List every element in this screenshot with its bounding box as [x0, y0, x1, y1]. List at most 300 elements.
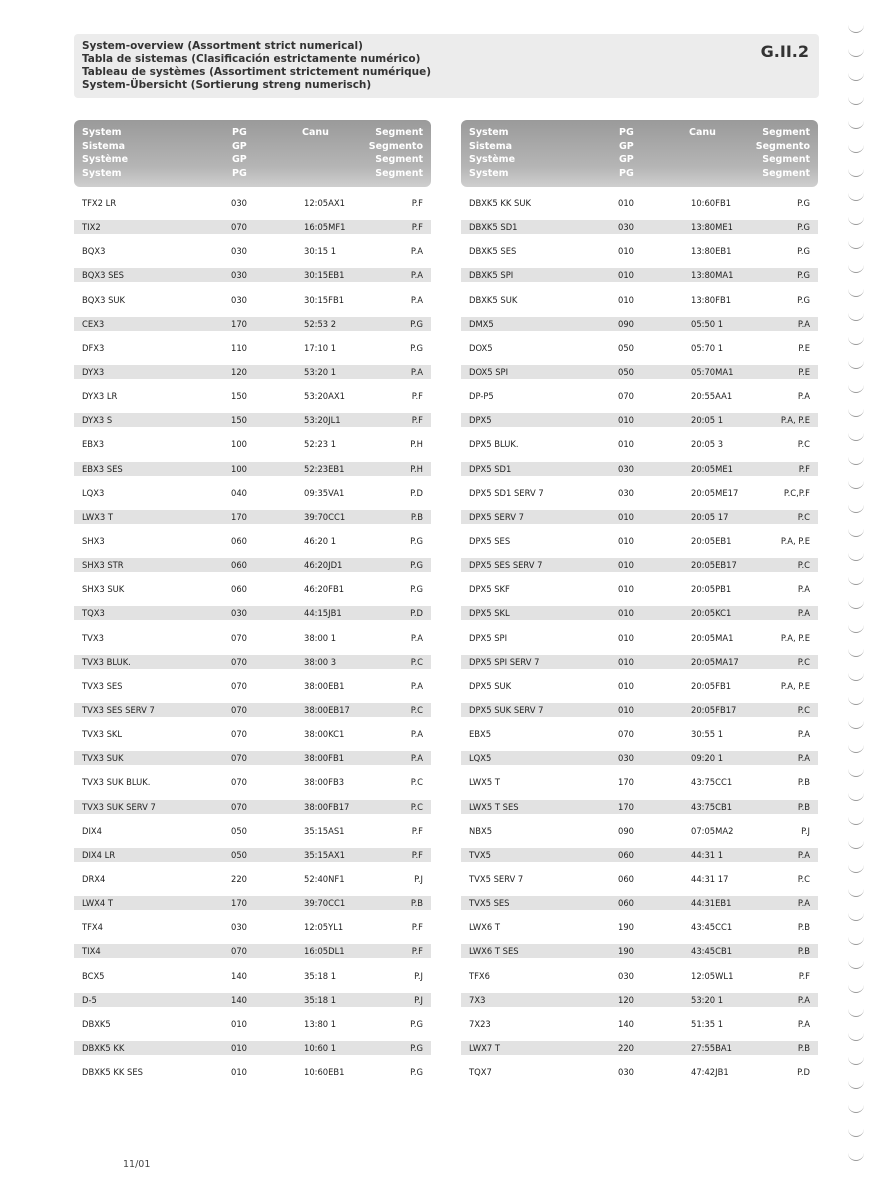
cell-pg: 010 [618, 270, 634, 281]
cell-system: D-5 [82, 994, 97, 1005]
cell-pg: 030 [231, 294, 247, 305]
cell-pg: 060 [618, 849, 634, 860]
cell-system: BQX3 SUK [82, 294, 126, 305]
cell-pg: 060 [618, 873, 634, 884]
cell-canu: 51:35 1 [691, 1018, 724, 1029]
cell-system: DPX5 [469, 415, 492, 426]
cell-segment: P.A [410, 246, 423, 257]
table-row [461, 1059, 818, 1083]
binder-ring [848, 672, 864, 681]
cell-canu: 38:00EB17 [304, 704, 350, 715]
cell-canu: 43:45CC1 [691, 922, 733, 933]
cell-canu: 44:15JB1 [304, 608, 342, 619]
binder-ring [848, 624, 864, 633]
binder-ring [848, 936, 864, 945]
header-segment: Segment Segmento Segment Segment [368, 127, 423, 179]
cell-segment: P.B [797, 777, 810, 788]
cell-segment: P.F [411, 391, 423, 402]
table-row [461, 407, 818, 431]
cell-pg: 150 [231, 391, 247, 402]
table-row [74, 697, 431, 721]
cell-segment: P.H [410, 463, 423, 474]
cell-system: DPX5 BLUK. [469, 439, 519, 450]
cell-canu: 53:20 1 [691, 994, 724, 1005]
table-row [74, 214, 431, 238]
cell-system: DPX5 SKL [469, 608, 510, 619]
cell-segment: P.C,P.F [783, 487, 810, 498]
cell-pg: 140 [231, 970, 247, 981]
cell-segment: P.D [410, 608, 423, 619]
cell-pg: 070 [231, 222, 247, 233]
cell-canu: 20:05MA1 [691, 632, 734, 643]
row-shading [74, 317, 431, 331]
cell-pg: 070 [231, 801, 247, 812]
row-shading [74, 1041, 431, 1055]
header-titles [82, 40, 431, 92]
cell-canu: 13:80MA1 [691, 270, 734, 281]
table-row [461, 697, 818, 721]
cell-canu: 13:80EB1 [691, 246, 732, 257]
cell-segment: P.A, P.E [780, 680, 810, 691]
row-shading [74, 365, 431, 379]
table-row [74, 576, 431, 600]
table-row [461, 842, 818, 866]
cell-segment: P.G [797, 222, 810, 233]
table-row [74, 769, 431, 793]
cell-canu: 07:05MA2 [691, 825, 734, 836]
left-table [74, 120, 431, 1083]
cell-canu: 05:50 1 [691, 318, 724, 329]
table-row [461, 190, 818, 214]
cell-pg: 100 [231, 463, 247, 474]
row-shading [74, 413, 431, 427]
cell-pg: 010 [618, 680, 634, 691]
table-row [461, 673, 818, 697]
table-row [74, 456, 431, 480]
cell-segment: P.H [410, 439, 423, 450]
cell-system: DYX3 LR [82, 391, 118, 402]
table-row [461, 890, 818, 914]
cell-canu: 38:00 3 [304, 656, 337, 667]
table-row [461, 600, 818, 624]
cell-canu: 52:53 2 [304, 318, 337, 329]
binder-ring [848, 816, 864, 825]
cell-system: DBXK5 KK SUK [469, 198, 531, 208]
cell-system: DBXK5 KK [82, 1042, 125, 1053]
cell-system: TFX2 LR [82, 198, 117, 208]
cell-segment: P.A [797, 608, 810, 619]
cell-segment: P.C [410, 777, 423, 788]
cell-pg: 010 [231, 1042, 247, 1053]
table-row [74, 914, 431, 938]
cell-pg: 010 [618, 632, 634, 643]
cell-canu: 38:00 1 [304, 632, 337, 643]
cell-pg: 010 [231, 1067, 247, 1078]
cell-segment: P.G [410, 1042, 423, 1053]
footer-date: 11/01 [123, 1159, 151, 1170]
table-row [461, 262, 818, 286]
table-row [74, 818, 431, 842]
cell-canu: 20:05KC1 [691, 608, 732, 619]
table-row [74, 383, 431, 407]
cell-system: DMX5 [469, 318, 494, 329]
cell-canu: 44:31 17 [691, 873, 729, 884]
cell-pg: 170 [231, 511, 247, 522]
cell-canu: 20:05EB17 [691, 560, 737, 571]
cell-canu: 39:70CC1 [304, 511, 346, 522]
cell-segment: P.G [410, 1067, 423, 1078]
binder-ring [848, 312, 864, 321]
table-row [461, 938, 818, 962]
table-row [461, 1011, 818, 1035]
cell-system: DBXK5 SUK [469, 294, 518, 305]
cell-pg: 050 [231, 825, 247, 836]
table-row [461, 769, 818, 793]
cell-system: LWX5 T SES [469, 801, 519, 812]
binder-ring [848, 600, 864, 609]
cell-pg: 010 [618, 704, 634, 715]
cell-pg: 090 [618, 825, 634, 836]
binder-ring [848, 840, 864, 849]
row-shading [74, 606, 431, 620]
cell-pg: 170 [618, 777, 634, 788]
binder-ring [848, 24, 864, 33]
table-row [74, 866, 431, 890]
cell-pg: 010 [618, 584, 634, 595]
cell-canu: 38:00FB3 [304, 777, 345, 788]
cell-system: DPX5 SKF [469, 584, 510, 595]
table-header [74, 120, 431, 187]
cell-canu: 35:15AX1 [304, 849, 345, 860]
cell-pg: 220 [618, 1042, 634, 1053]
cell-canu: 12:05WL1 [691, 970, 734, 981]
cell-canu: 44:31 1 [691, 849, 724, 860]
cell-canu: 13:80ME1 [691, 222, 733, 233]
header-pg: PG GP GP PG [619, 127, 634, 179]
cell-pg: 070 [231, 704, 247, 715]
cell-pg: 060 [231, 560, 247, 571]
cell-system: TVX3 SUK [82, 753, 124, 764]
cell-segment: P.A [410, 729, 423, 740]
cell-pg: 070 [618, 391, 634, 402]
cell-pg: 010 [618, 656, 634, 667]
cell-system: LQX3 [82, 487, 105, 498]
cell-system: CEX3 [82, 318, 105, 329]
cell-canu: 20:55AA1 [691, 391, 733, 402]
cell-canu: 09:20 1 [691, 753, 724, 764]
table-row [74, 649, 431, 673]
binder-ring [848, 1008, 864, 1017]
binder-ring [848, 168, 864, 177]
cell-system: NBX5 [469, 825, 493, 836]
cell-canu: 17:10 1 [304, 342, 337, 353]
row-shading [461, 606, 818, 620]
cell-system: DP-P5 [469, 391, 494, 402]
cell-segment: P.J [414, 873, 423, 884]
binder-ring [848, 120, 864, 129]
table-row [74, 890, 431, 914]
table-row [461, 431, 818, 455]
cell-canu: 16:05DL1 [304, 946, 345, 957]
binder-ring [848, 984, 864, 993]
table-row [74, 1035, 431, 1059]
cell-canu: 38:00EB1 [304, 680, 345, 691]
table-row [461, 528, 818, 552]
cell-segment: P.G [410, 1018, 423, 1029]
cell-system: LWX3 T [82, 511, 114, 522]
cell-segment: P.F [411, 198, 423, 208]
cell-segment: P.G [797, 198, 810, 208]
cell-system: 7X23 [469, 1018, 491, 1029]
binder-ring [848, 288, 864, 297]
cell-system: TFX6 [469, 970, 490, 981]
cell-segment: P.C [797, 704, 810, 715]
cell-segment: P.B [797, 801, 810, 812]
cell-system: TVX5 [469, 849, 491, 860]
cell-segment: P.A, P.E [780, 632, 810, 643]
cell-system: LQX5 [469, 753, 492, 764]
cell-canu: 30:55 1 [691, 729, 724, 740]
binder-ring [848, 792, 864, 801]
binder-ring [848, 696, 864, 705]
cell-pg: 050 [231, 849, 247, 860]
binder-ring [848, 648, 864, 657]
cell-segment: P.J [414, 994, 423, 1005]
cell-segment: P.B [797, 922, 810, 933]
cell-pg: 010 [231, 1018, 247, 1029]
cell-segment: P.C [410, 801, 423, 812]
table-row [74, 190, 431, 214]
cell-system: DPX5 SUK [469, 680, 512, 691]
cell-canu: 43:75CB1 [691, 801, 733, 812]
cell-system: TQX3 [82, 608, 105, 619]
cell-canu: 46:20JD1 [304, 560, 343, 571]
cell-segment: P.G [410, 342, 423, 353]
section-code: G.II.2 [760, 42, 809, 61]
cell-canu: 12:05YL1 [304, 922, 344, 933]
title-en: System-overview (Assortment strict numerical) [82, 40, 363, 52]
row-shading [461, 848, 818, 862]
cell-system: TVX3 [82, 632, 104, 643]
binder-ring [848, 1032, 864, 1041]
title-de: System-Übersicht (Sortierung streng numerisch) [82, 79, 372, 91]
cell-canu: 43:45CB1 [691, 946, 733, 957]
page-header [74, 34, 819, 98]
cell-system: DPX5 SD1 [469, 463, 512, 474]
cell-segment: P.F [411, 849, 423, 860]
cell-segment: P.E [798, 366, 810, 377]
cell-canu: 10:60 1 [304, 1042, 337, 1053]
binder-ring [848, 912, 864, 921]
cell-segment: P.A [797, 849, 810, 860]
cell-system: DIX4 [82, 825, 102, 836]
binder-ring [848, 744, 864, 753]
row-shading [74, 268, 431, 282]
cell-canu: 43:75CC1 [691, 777, 733, 788]
binder-ring [848, 1080, 864, 1089]
cell-system: LWX4 T [82, 898, 114, 909]
cell-system: DBXK5 [82, 1018, 111, 1029]
cell-segment: P.G [797, 246, 810, 257]
cell-canu: 30:15FB1 [304, 294, 345, 305]
cell-canu: 20:05 1 [691, 415, 724, 426]
table-row [74, 528, 431, 552]
cell-pg: 220 [231, 873, 247, 884]
cell-pg: 010 [618, 294, 634, 305]
cell-canu: 13:80FB1 [691, 294, 732, 305]
cell-system: DPX5 SPI SERV 7 [469, 656, 540, 667]
cell-pg: 120 [231, 366, 247, 377]
cell-system: LWX6 T SES [469, 946, 519, 957]
cell-system: DYX3 S [82, 415, 113, 426]
binder-ring [848, 1104, 864, 1113]
cell-segment: P.A [410, 270, 423, 281]
cell-system: TVX3 SKL [82, 729, 123, 740]
cell-canu: 30:15 1 [304, 246, 337, 257]
cell-system: DPX5 SES [469, 535, 511, 546]
cell-canu: 20:05 3 [691, 439, 724, 450]
binder-ring [848, 96, 864, 105]
cell-system: DBXK5 SES [469, 246, 517, 257]
cell-canu: 35:18 1 [304, 994, 337, 1005]
table-row [461, 504, 818, 528]
binder-ring [848, 72, 864, 81]
binder-ring [848, 1152, 864, 1161]
cell-canu: 16:05MF1 [304, 222, 346, 233]
row-shading [74, 462, 431, 476]
cell-system: DBXK5 SPI [469, 270, 514, 281]
cell-canu: 13:80 1 [304, 1018, 337, 1029]
table-row [74, 359, 431, 383]
cell-system: TVX5 SES [469, 898, 510, 909]
table-row [74, 262, 431, 286]
table-row [461, 456, 818, 480]
binder-ring [848, 48, 864, 57]
cell-segment: P.F [411, 415, 423, 426]
cell-canu: 27:55BA1 [691, 1042, 732, 1053]
cell-pg: 170 [231, 318, 247, 329]
binder-ring [848, 432, 864, 441]
row-shading [461, 268, 818, 282]
table-row [74, 1059, 431, 1083]
cell-pg: 010 [618, 608, 634, 619]
cell-canu: 38:00FB1 [304, 753, 345, 764]
table-row [74, 431, 431, 455]
cell-pg: 070 [231, 777, 247, 788]
binder-ring [848, 192, 864, 201]
table-row [461, 576, 818, 600]
cell-pg: 030 [231, 270, 247, 281]
table-row [74, 311, 431, 335]
left-table-body [74, 190, 431, 1083]
cell-system: DFX3 [82, 342, 105, 353]
binder-ring [848, 864, 864, 873]
cell-system: DPX5 SERV 7 [469, 511, 524, 522]
cell-canu: 10:60EB1 [304, 1067, 345, 1078]
cell-canu: 52:23 1 [304, 439, 337, 450]
title-es: Tabla de sistemas (Clasificación estrictamente numérico) [82, 53, 421, 65]
cell-segment: P.G [410, 318, 423, 329]
cell-segment: P.A [797, 729, 810, 740]
cell-segment: P.A [410, 680, 423, 691]
cell-system: TVX3 SUK BLUK. [82, 777, 151, 788]
cell-segment: P.G [410, 560, 423, 571]
cell-pg: 110 [231, 342, 247, 353]
cell-canu: 20:05ME17 [691, 487, 739, 498]
table-row [74, 673, 431, 697]
row-shading [461, 993, 818, 1007]
cell-canu: 05:70MA1 [691, 366, 734, 377]
cell-canu: 39:70CC1 [304, 898, 346, 909]
binder-ring [848, 384, 864, 393]
table-row [461, 649, 818, 673]
table-row [461, 552, 818, 576]
cell-canu: 10:60FB1 [691, 198, 732, 208]
cell-system: SHX3 STR [82, 560, 124, 571]
table-row [461, 214, 818, 238]
row-shading [74, 944, 431, 958]
cell-segment: P.B [410, 898, 423, 909]
cell-system: DOX5 SPI [469, 366, 509, 377]
table-row [461, 866, 818, 890]
binder-ring [848, 504, 864, 513]
table-row [74, 335, 431, 359]
cell-canu: 20:05 17 [691, 511, 729, 522]
cell-system: BQX3 SES [82, 270, 124, 281]
cell-system: LWX6 T [469, 922, 501, 933]
header-canu: Canu [302, 127, 329, 138]
cell-canu: 30:15EB1 [304, 270, 345, 281]
binder-ring [848, 240, 864, 249]
cell-segment: P.F [798, 970, 810, 981]
header-segment: Segment Segmento Segment Segment [755, 127, 810, 179]
cell-system: EBX5 [469, 729, 492, 740]
cell-segment: P.A [797, 994, 810, 1005]
cell-system: TVX3 BLUK. [82, 656, 131, 667]
cell-segment: P.A [410, 632, 423, 643]
table-row [74, 963, 431, 987]
cell-pg: 070 [231, 656, 247, 667]
table-row [74, 480, 431, 504]
table-row [74, 504, 431, 528]
cell-system: DIX4 LR [82, 849, 116, 860]
cell-segment: P.F [411, 825, 423, 836]
cell-canu: 35:15AS1 [304, 825, 345, 836]
cell-system: DBXK5 KK SES [82, 1067, 143, 1078]
cell-system: TQX7 [469, 1067, 492, 1078]
table-row [74, 625, 431, 649]
cell-system: SHX3 [82, 535, 105, 546]
cell-pg: 030 [618, 463, 634, 474]
cell-pg: 010 [618, 415, 634, 426]
cell-system: DPX5 SES SERV 7 [469, 560, 543, 571]
cell-canu: 20:05PB1 [691, 584, 732, 595]
binder-ring [848, 1128, 864, 1137]
binder-ring [848, 360, 864, 369]
cell-canu: 53:20 1 [304, 366, 337, 377]
row-shading [74, 993, 431, 1007]
cell-pg: 010 [618, 511, 634, 522]
cell-segment: P.A [797, 1018, 810, 1029]
row-shading [461, 413, 818, 427]
cell-canu: 52:23EB1 [304, 463, 345, 474]
cell-pg: 170 [618, 801, 634, 812]
cell-pg: 140 [618, 1018, 634, 1029]
table-row [461, 238, 818, 262]
cell-pg: 060 [231, 535, 247, 546]
header-system: System Sistema Système System [469, 127, 516, 179]
row-shading [461, 365, 818, 379]
